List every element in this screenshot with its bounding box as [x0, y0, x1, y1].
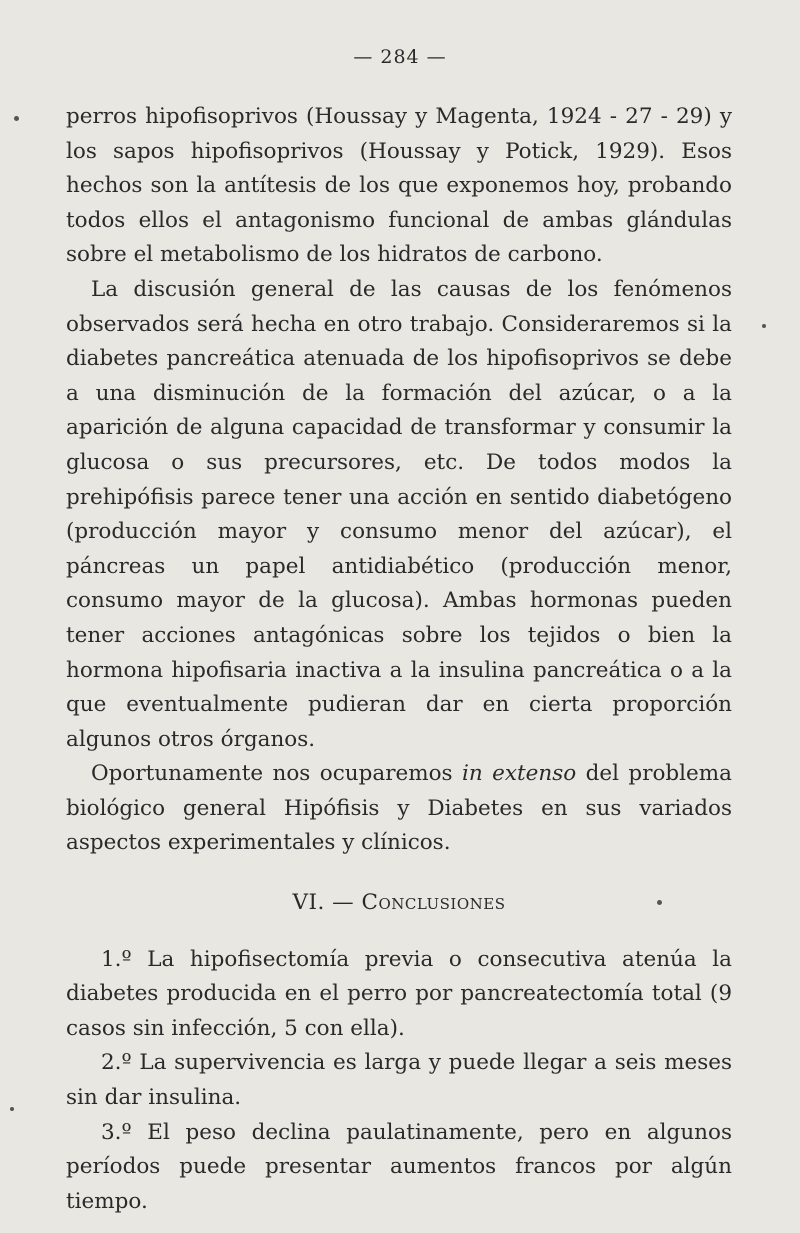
print-speck [762, 324, 766, 328]
page-number: — 284 — [353, 46, 447, 68]
conclusion-item-2: 2.º La supervivencia es larga y puede llegar a seis meses sin dar insulina. [66, 1050, 732, 1111]
conclusion-item-1: 1.º La hipofisectomía previa o consecutiva atenúa la diabetes producida en el perro por pancreatectomía total (9 casos sin infección, 5 con ella). [66, 946, 732, 1041]
print-speck [657, 900, 662, 905]
print-speck [14, 116, 19, 121]
conclusion-item-3: 3.º El peso declina paulatinamente, pero en algunos períodos puede presentar aumentos francos por algún tiempo. [66, 1119, 732, 1214]
body-text [66, 100, 732, 1219]
italic-phrase: in extenso [462, 761, 577, 787]
paragraph-future-work [66, 757, 732, 861]
paragraph-future-work-start: Oportunamente nos ocuparemos [91, 761, 462, 787]
paragraph-continuation: perros hipofisoprivos (Houssay y Magenta, 1924 - 27 - 29) y los sapos hipofisoprivos (Houssay y Potick, 1929). Esos hechos son la antítesis de los que exponemos hoy, probando todos ellos el antagonismo funcional de ambas glándulas sobre el metabolismo de los hidratos de carbono. [66, 104, 732, 268]
section-heading: VI. — Conclusiones [292, 890, 506, 916]
print-speck [10, 1107, 14, 1111]
paragraph-future-work-end: del problema biológico general Hipófisis y Diabetes en sus variados aspectos experimentales y clínicos. [66, 761, 732, 856]
paragraph-discussion: La discusión general de las causas de los fenómenos observados será hecha en otro trabajo. Consideraremos si la diabetes pancreática atenuada de los hipofisoprivos se debe a una disminución de la formación del azúcar, o a la aparición de alguna capacidad de transformar y consumir la glucosa o sus precursores, etc. De todos modos la prehipófisis parece tener una acción en sentido diabetógeno (producción mayor y consumo menor del azúcar), el páncreas un papel antidiabético (producción menor, consumo mayor de la glucosa). Ambas hormonas pueden tener acciones antagónicas sobre los tejidos o bien la hormona hipofisaria inactiva a la insulina pancreática o a la que eventualmente pudieran dar en cierta proporción algunos otros órganos. [66, 276, 732, 752]
